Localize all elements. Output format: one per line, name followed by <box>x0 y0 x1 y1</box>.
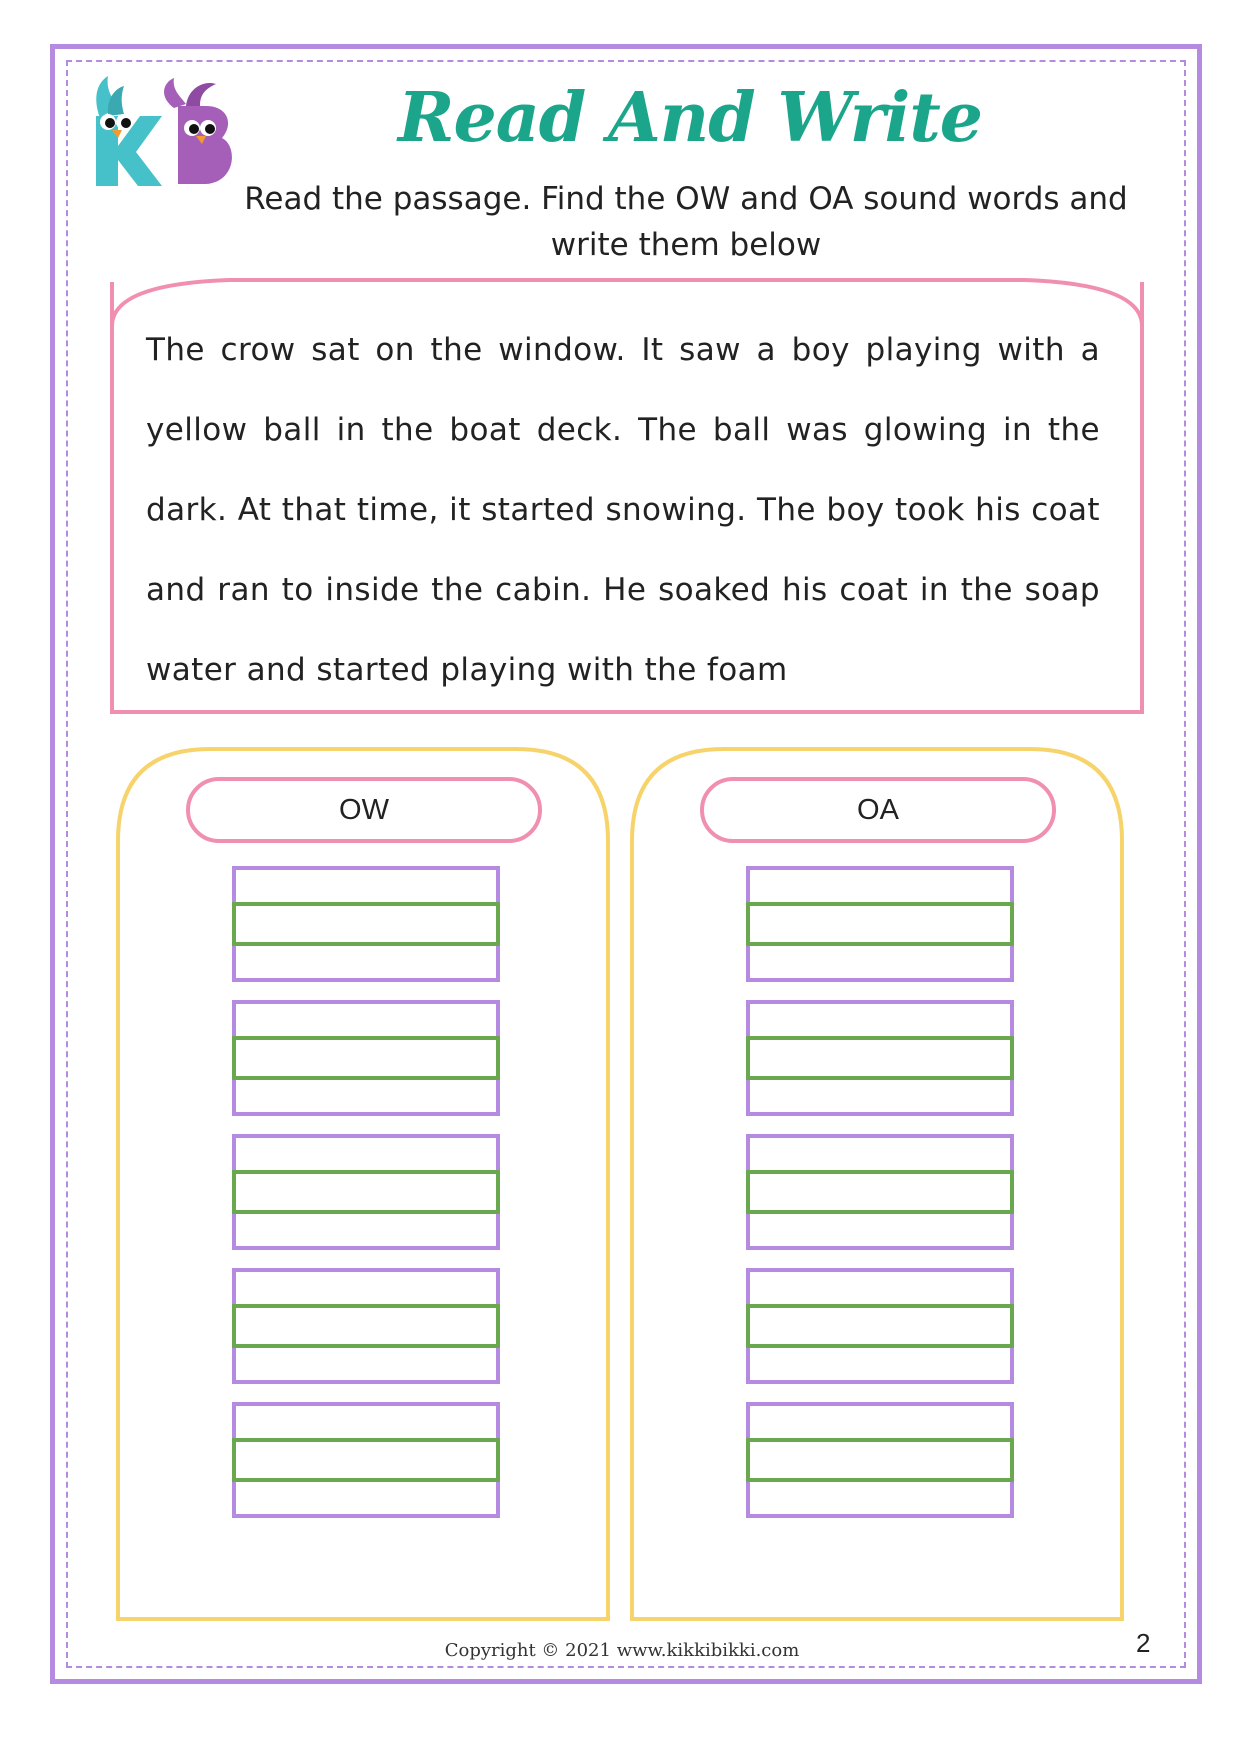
instructions-text: Read the passage. Find the OW and OA sound words and write them below <box>244 181 1128 263</box>
oa-write-line-4[interactable] <box>746 1268 1014 1384</box>
oa-column <box>628 745 1126 1621</box>
oa-write-line-3[interactable] <box>746 1134 1014 1250</box>
ow-column <box>114 745 612 1621</box>
kikkibikki-kb-logo-icon <box>88 76 248 216</box>
page-title: Read And Write <box>397 78 983 158</box>
ow-column-label: OW <box>186 777 542 843</box>
oa-write-line-5[interactable] <box>746 1402 1014 1518</box>
page-number: 2 <box>1136 1628 1151 1658</box>
ow-write-line-2[interactable] <box>232 1000 500 1116</box>
ow-write-line-4[interactable] <box>232 1268 500 1384</box>
ow-write-line-1[interactable] <box>232 866 500 982</box>
passage-text: The crow sat on the window. It saw a boy playing with a yellow ball in the boat deck. The ball was glowing in the dark. At that time, it started snowing. The boy took his coat and ran to inside the cabin. He soaked his coat in the soap water and started playing with the foam <box>146 332 1100 688</box>
oa-column-label: OA <box>700 777 1056 843</box>
ow-write-line-3[interactable] <box>232 1134 500 1250</box>
oa-write-line-2[interactable] <box>746 1000 1014 1116</box>
ow-write-line-5[interactable] <box>232 1402 500 1518</box>
copyright-footer: Copyright © 2021 www.kikkibikki.com <box>444 1640 800 1661</box>
oa-write-line-1[interactable] <box>746 866 1014 982</box>
